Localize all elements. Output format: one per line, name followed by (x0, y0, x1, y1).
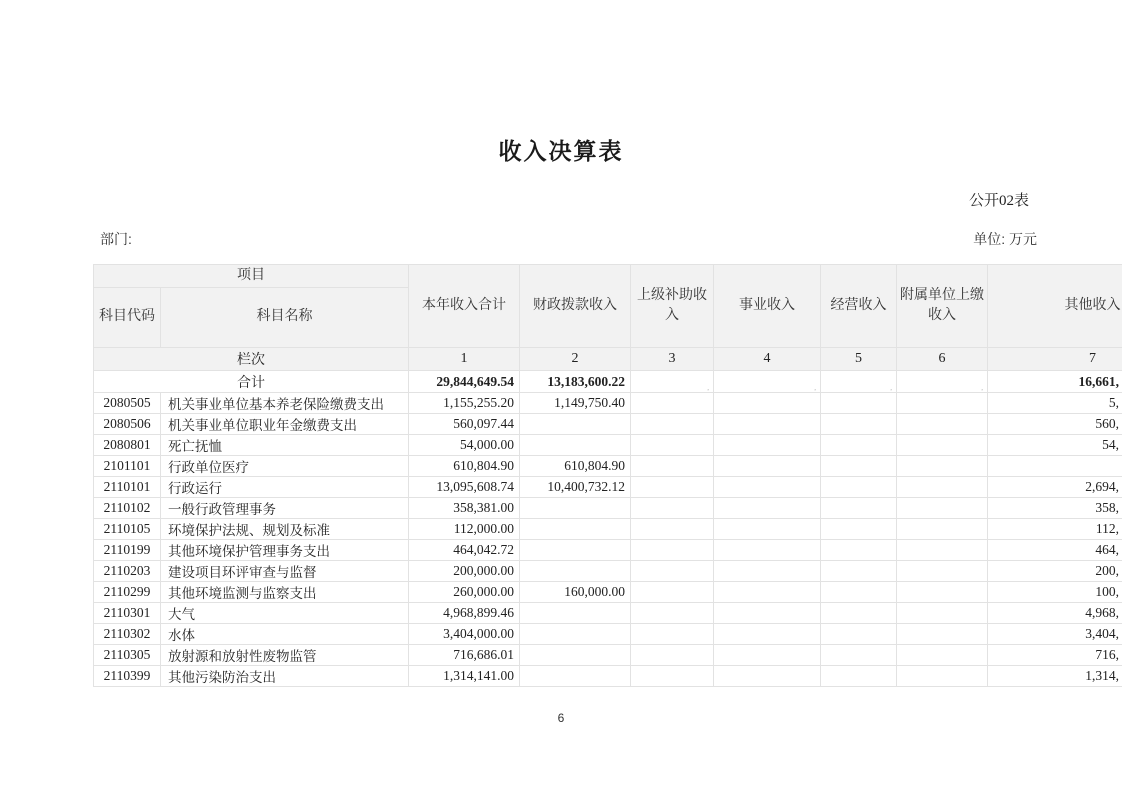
total-value-1: 29,844,649.54 (409, 371, 520, 393)
row-value-4 (714, 540, 821, 561)
table-row (94, 624, 1122, 645)
income-statement-table (93, 264, 1122, 687)
row-value-6 (897, 456, 988, 477)
header-group-project: 项目 (94, 265, 409, 288)
row-value-3 (631, 393, 714, 414)
row-value-7: 200, (988, 561, 1122, 582)
table-row (94, 498, 1122, 519)
header-subject-name: 科目名称 (161, 288, 409, 348)
table-row (94, 603, 1122, 624)
row-value-2: 160,000.00 (520, 582, 631, 603)
subject-code-cell: 2080506 (94, 414, 161, 435)
total-value-2: 13,183,600.22 (520, 371, 631, 393)
row-value-6 (897, 498, 988, 519)
row-value-6 (897, 414, 988, 435)
row-value-6 (897, 477, 988, 498)
table-body (94, 348, 1122, 687)
row-value-7: 358, (988, 498, 1122, 519)
total-value-7: 16,661, (988, 371, 1122, 393)
row-value-3 (631, 603, 714, 624)
row-value-4 (714, 582, 821, 603)
row-value-4 (714, 561, 821, 582)
column-index-4: 4 (714, 348, 821, 371)
row-value-6 (897, 540, 988, 561)
row-value-5 (821, 582, 897, 603)
subject-code-cell: 2101101 (94, 456, 161, 477)
row-value-7: 560, (988, 414, 1122, 435)
row-value-6 (897, 624, 988, 645)
row-value-3 (631, 477, 714, 498)
row-value-5 (821, 603, 897, 624)
table-row (94, 666, 1122, 687)
row-value-3 (631, 561, 714, 582)
row-value-2: 610,804.90 (520, 456, 631, 477)
table-row (94, 519, 1122, 540)
row-value-2 (520, 540, 631, 561)
column-index-7: 7 (988, 348, 1122, 371)
row-value-1: 464,042.72 (409, 540, 520, 561)
row-value-2 (520, 435, 631, 456)
row-value-4 (714, 414, 821, 435)
column-index-3: 3 (631, 348, 714, 371)
row-value-7: 54, (988, 435, 1122, 456)
row-value-1: 1,314,141.00 (409, 666, 520, 687)
row-value-7: 5, (988, 393, 1122, 414)
subject-name-cell: 其他环境保护管理事务支出 (161, 540, 409, 561)
total-row (94, 371, 1122, 393)
row-value-3 (631, 435, 714, 456)
total-value-5: , (821, 371, 897, 393)
row-value-5 (821, 561, 897, 582)
subject-code-cell: 2110399 (94, 666, 161, 687)
table-header (94, 265, 1122, 348)
row-value-3 (631, 624, 714, 645)
table-row (94, 393, 1122, 414)
row-value-7: 112, (988, 519, 1122, 540)
header-subject-code: 科目代码 (94, 288, 161, 348)
subject-code-cell: 2110105 (94, 519, 161, 540)
department-label: 部门: (100, 231, 132, 247)
row-value-5 (821, 519, 897, 540)
row-value-4 (714, 477, 821, 498)
subject-name-cell: 行政单位医疗 (161, 456, 409, 477)
header-col-total-income: 本年收入合计 (409, 265, 520, 348)
header-col-business-income: 经营收入 (821, 265, 897, 348)
row-value-7: 3,404, (988, 624, 1122, 645)
row-value-5 (821, 477, 897, 498)
subject-code-cell: 2110301 (94, 603, 161, 624)
subject-code-cell: 2110203 (94, 561, 161, 582)
row-value-2 (520, 666, 631, 687)
row-value-1: 3,404,000.00 (409, 624, 520, 645)
column-index-1: 1 (409, 348, 520, 371)
row-value-4 (714, 624, 821, 645)
table-row (94, 645, 1122, 666)
page-title: 收入决算表 (498, 138, 624, 164)
row-value-2 (520, 603, 631, 624)
row-value-7: 100, (988, 582, 1122, 603)
row-value-2 (520, 561, 631, 582)
row-value-5 (821, 393, 897, 414)
row-value-1: 4,968,899.46 (409, 603, 520, 624)
subject-code-cell: 2110302 (94, 624, 161, 645)
row-value-1: 358,381.00 (409, 498, 520, 519)
subject-name-cell: 其他环境监测与监察支出 (161, 582, 409, 603)
row-value-1: 716,686.01 (409, 645, 520, 666)
table-row (94, 540, 1122, 561)
row-value-6 (897, 645, 988, 666)
subject-code-cell: 2110102 (94, 498, 161, 519)
row-value-4 (714, 666, 821, 687)
row-value-2 (520, 414, 631, 435)
table-row (94, 582, 1122, 603)
row-value-5 (821, 498, 897, 519)
row-value-2: 1,149,750.40 (520, 393, 631, 414)
row-value-6 (897, 435, 988, 456)
row-value-4 (714, 645, 821, 666)
table-row (94, 435, 1122, 456)
subject-code-cell: 2080505 (94, 393, 161, 414)
table-row (94, 456, 1122, 477)
header-col-operating-income: 事业收入 (714, 265, 821, 348)
row-value-2 (520, 624, 631, 645)
row-value-2 (520, 519, 631, 540)
row-value-5 (821, 666, 897, 687)
row-value-3 (631, 519, 714, 540)
subject-name-cell: 机关事业单位基本养老保险缴费支出 (161, 393, 409, 414)
row-value-1: 1,155,255.20 (409, 393, 520, 414)
subject-name-cell: 行政运行 (161, 477, 409, 498)
row-value-3 (631, 666, 714, 687)
row-value-4 (714, 498, 821, 519)
total-row-label: 合计 (94, 371, 409, 393)
header-col-subordinate-remit: 附属单位上缴收入 (897, 265, 988, 348)
header-col-fiscal-appropriation: 财政拨款收入 (520, 265, 631, 348)
row-value-7 (988, 456, 1122, 477)
row-value-7: 716, (988, 645, 1122, 666)
row-value-2: 10,400,732.12 (520, 477, 631, 498)
unit-label: 单位: 万元 (973, 231, 1037, 247)
row-value-3 (631, 540, 714, 561)
subject-code-cell: 2080801 (94, 435, 161, 456)
row-value-4 (714, 519, 821, 540)
row-value-6 (897, 561, 988, 582)
row-value-6 (897, 666, 988, 687)
subject-name-cell: 放射源和放射性废物监管 (161, 645, 409, 666)
row-value-5 (821, 414, 897, 435)
page-number: 6 (557, 711, 565, 725)
row-value-4 (714, 435, 821, 456)
subject-name-cell: 水体 (161, 624, 409, 645)
row-value-6 (897, 582, 988, 603)
subject-code-cell: 2110299 (94, 582, 161, 603)
row-value-4 (714, 603, 821, 624)
header-col-superior-subsidy: 上级补助收入 (631, 265, 714, 348)
subject-name-cell: 机关事业单位职业年金缴费支出 (161, 414, 409, 435)
row-value-5 (821, 540, 897, 561)
column-index-5: 5 (821, 348, 897, 371)
subject-code-cell: 2110305 (94, 645, 161, 666)
subject-name-cell: 环境保护法规、规划及标准 (161, 519, 409, 540)
row-value-5 (821, 456, 897, 477)
total-value-3: , (631, 371, 714, 393)
subject-name-cell: 建设项目环评审查与监督 (161, 561, 409, 582)
subject-name-cell: 大气 (161, 603, 409, 624)
total-value-6: , (897, 371, 988, 393)
row-value-1: 560,097.44 (409, 414, 520, 435)
row-value-4 (714, 456, 821, 477)
header-group-row (94, 265, 1122, 288)
total-value-4: , (714, 371, 821, 393)
row-value-1: 260,000.00 (409, 582, 520, 603)
row-value-7: 464, (988, 540, 1122, 561)
table-row (94, 477, 1122, 498)
row-value-5 (821, 645, 897, 666)
row-value-7: 1,314, (988, 666, 1122, 687)
row-value-2 (520, 498, 631, 519)
subject-name-cell: 其他污染防治支出 (161, 666, 409, 687)
subject-code-cell: 2110199 (94, 540, 161, 561)
subject-name-cell: 一般行政管理事务 (161, 498, 409, 519)
row-value-3 (631, 498, 714, 519)
header-col-other-income: 其他收入 (988, 265, 1122, 348)
row-value-3 (631, 456, 714, 477)
row-value-2 (520, 645, 631, 666)
subject-name-cell: 死亡抚恤 (161, 435, 409, 456)
row-value-1: 13,095,608.74 (409, 477, 520, 498)
index-row-label: 栏次 (94, 348, 409, 371)
row-value-1: 610,804.90 (409, 456, 520, 477)
row-value-1: 54,000.00 (409, 435, 520, 456)
subject-code-cell: 2110101 (94, 477, 161, 498)
row-value-6 (897, 393, 988, 414)
row-value-5 (821, 624, 897, 645)
row-value-3 (631, 414, 714, 435)
row-value-1: 112,000.00 (409, 519, 520, 540)
row-value-3 (631, 582, 714, 603)
row-value-7: 4,968, (988, 603, 1122, 624)
table-row (94, 414, 1122, 435)
row-value-3 (631, 645, 714, 666)
table-row (94, 561, 1122, 582)
column-index-2: 2 (520, 348, 631, 371)
row-value-5 (821, 435, 897, 456)
column-index-6: 6 (897, 348, 988, 371)
row-value-1: 200,000.00 (409, 561, 520, 582)
form-number-label: 公开02表 (968, 193, 1029, 209)
row-value-6 (897, 519, 988, 540)
row-value-6 (897, 603, 988, 624)
row-value-7: 2,694, (988, 477, 1122, 498)
row-value-4 (714, 393, 821, 414)
column-index-row (94, 348, 1122, 371)
